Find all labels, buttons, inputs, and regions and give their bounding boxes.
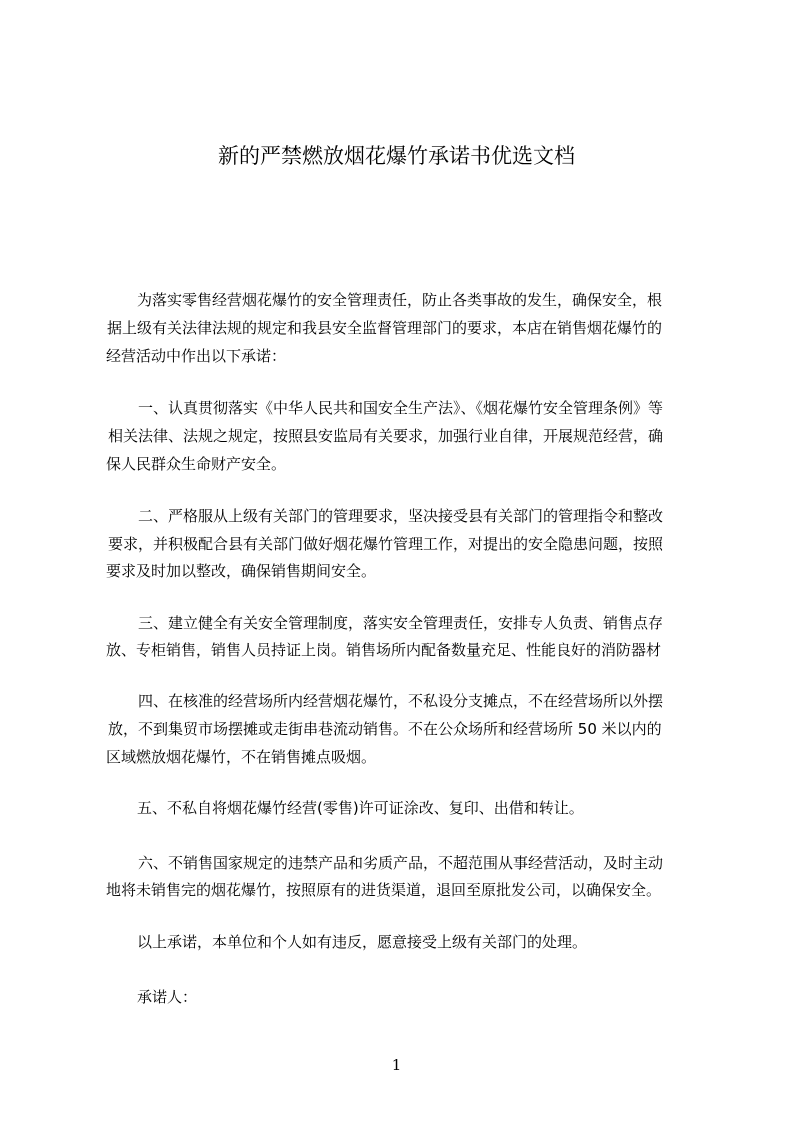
paragraph-line: 要求及时加以整改，确保销售期间安全。 (106, 562, 377, 580)
paragraph-line: 二、严格服从上级有关部门的管理要求，坚决接受县有关部门的管理指令和整改 (138, 507, 664, 525)
paragraph-line: 为落实零售经营烟花爆竹的安全管理责任，防止各类事故的发生，确保安全，根 (137, 291, 663, 309)
paragraph-line: 区域燃放烟花爆竹，不在销售摊点吸烟。 (106, 748, 377, 766)
paragraph-line: 放，不到集贸市场摆摊或走街串巷流动销售。不在公众场所和经营场所 50 米以内的 (108, 720, 662, 738)
document-title: 新的严禁燃放烟花爆竹承诺书优选文档 (218, 144, 575, 168)
paragraph-line: 三、建立健全有关安全管理制度，落实安全管理责任，安排专人负责、销售点存 (138, 614, 664, 632)
paragraph-line: 四、在核准的经营场所内经营烟花爆竹，不私设分支摊点，不在经营场所以外摆 (138, 692, 664, 710)
closing-statement: 以上承诺，本单位和个人如有违反，愿意接受上级有关部门的处理。 (137, 933, 588, 951)
paragraph-line: 一、认真贯彻落实《中华人民共和国安全生产法》、《烟花爆竹安全管理条例》等 (138, 399, 664, 417)
paragraph-line: 要求，并积极配合县有关部门做好烟花爆竹管理工作，对提出的安全隐患问题，按照 (108, 535, 664, 553)
paragraph-line: 五、不私自将烟花爆竹经营(零售)许可证涂改、复印、出借和转让。 (137, 799, 584, 817)
signature-label: 承诺人： (137, 988, 198, 1006)
paragraph-line: 据上级有关法律法规的规定和我县安全监督管理部门的要求，本店在销售烟花爆竹的 (107, 319, 663, 337)
paragraph-line: 相关法律、法规之规定，按照县安监局有关要求，加强行业自律，开展规范经营，确 (108, 427, 664, 445)
paragraph-line: 地将未销售完的烟花爆竹，按照原有的进货渠道，退回至原批发公司，以确保安全。 (106, 881, 662, 899)
paragraph-line: 放、专柜销售，销售人员持证上岗。销售场所内配备数量充足、性能良好的消防器材 (106, 641, 662, 659)
paragraph-line: 六、不销售国家规定的违禁产品和劣质产品，不超范围从事经营活动，及时主动 (138, 854, 664, 872)
page-number: 1 (391, 1056, 402, 1074)
paragraph-line: 保人民群众生命财产安全。 (106, 455, 287, 473)
paragraph-line: 经营活动中作出以下承诺： (106, 347, 287, 365)
